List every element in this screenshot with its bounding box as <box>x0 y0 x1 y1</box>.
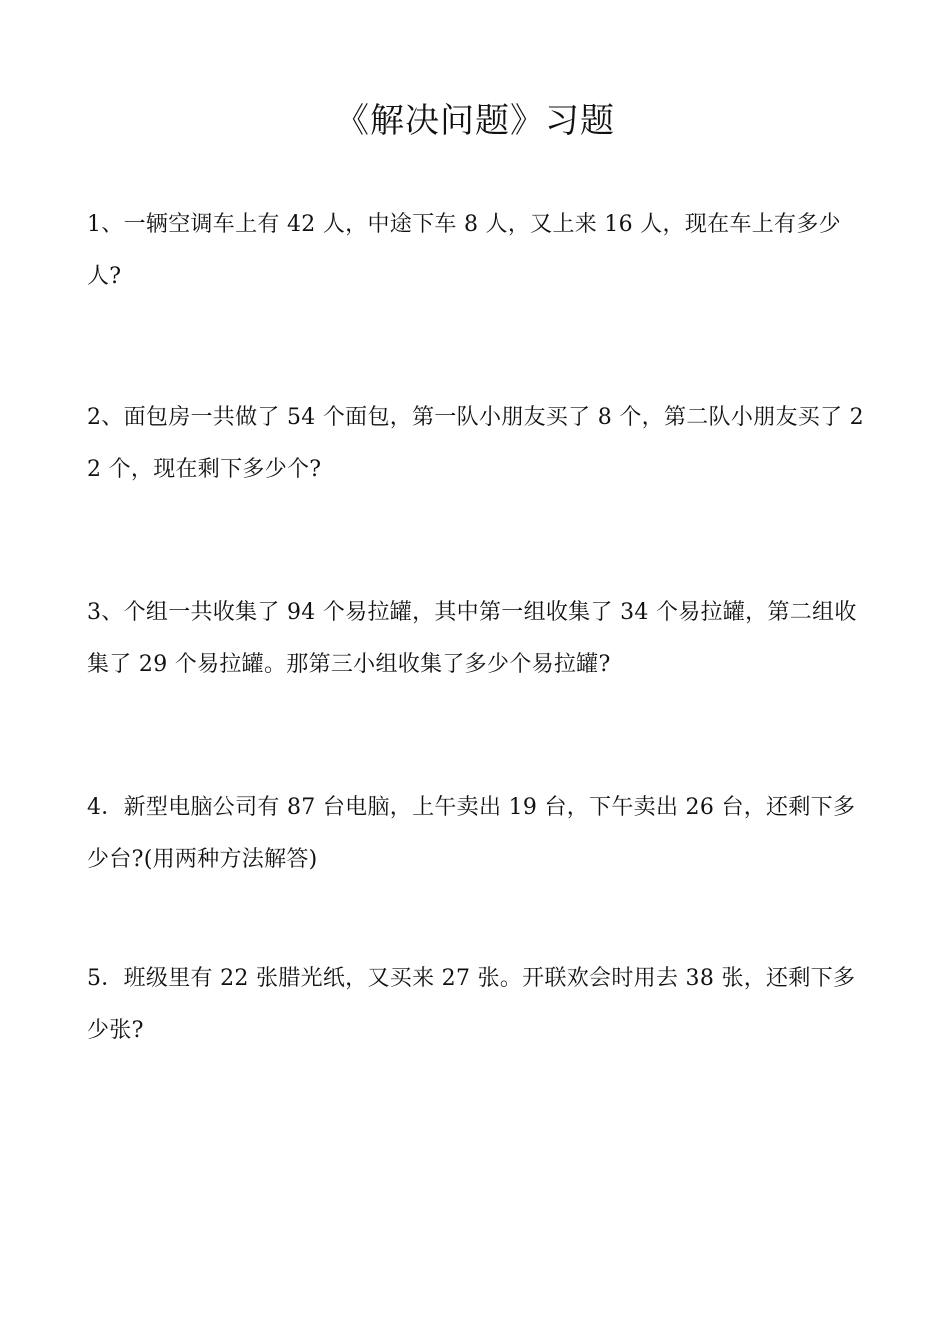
question-2: 2、面包房一共做了 54 个面包，第一队小朋友买了 8 个，第二队小朋友买了 22 个，现在剩下多少个? <box>87 405 864 482</box>
question-1: 1、一辆空调车上有 42 人，中途下车 8 人，又上来 16 人，现在车上有多少人? <box>87 212 841 289</box>
page-title: 《解决问题》习题 <box>335 101 615 141</box>
question-3: 3、个组一共收集了 94 个易拉罐，其中第一组收集了 34 个易拉罐，第二组收集了 29 个易拉罐。那第三小组收集了多少个易拉罐? <box>87 600 857 677</box>
question-4: 4．新型电脑公司有 87 台电脑，上午卖出 19 台，下午卖出 26 台，还剩下多少台?(用两种方法解答) <box>87 795 856 872</box>
question-5: 5．班级里有 22 张腊光纸，又买来 27 张。开联欢会时用去 38 张，还剩下多少张? <box>87 966 856 1043</box>
